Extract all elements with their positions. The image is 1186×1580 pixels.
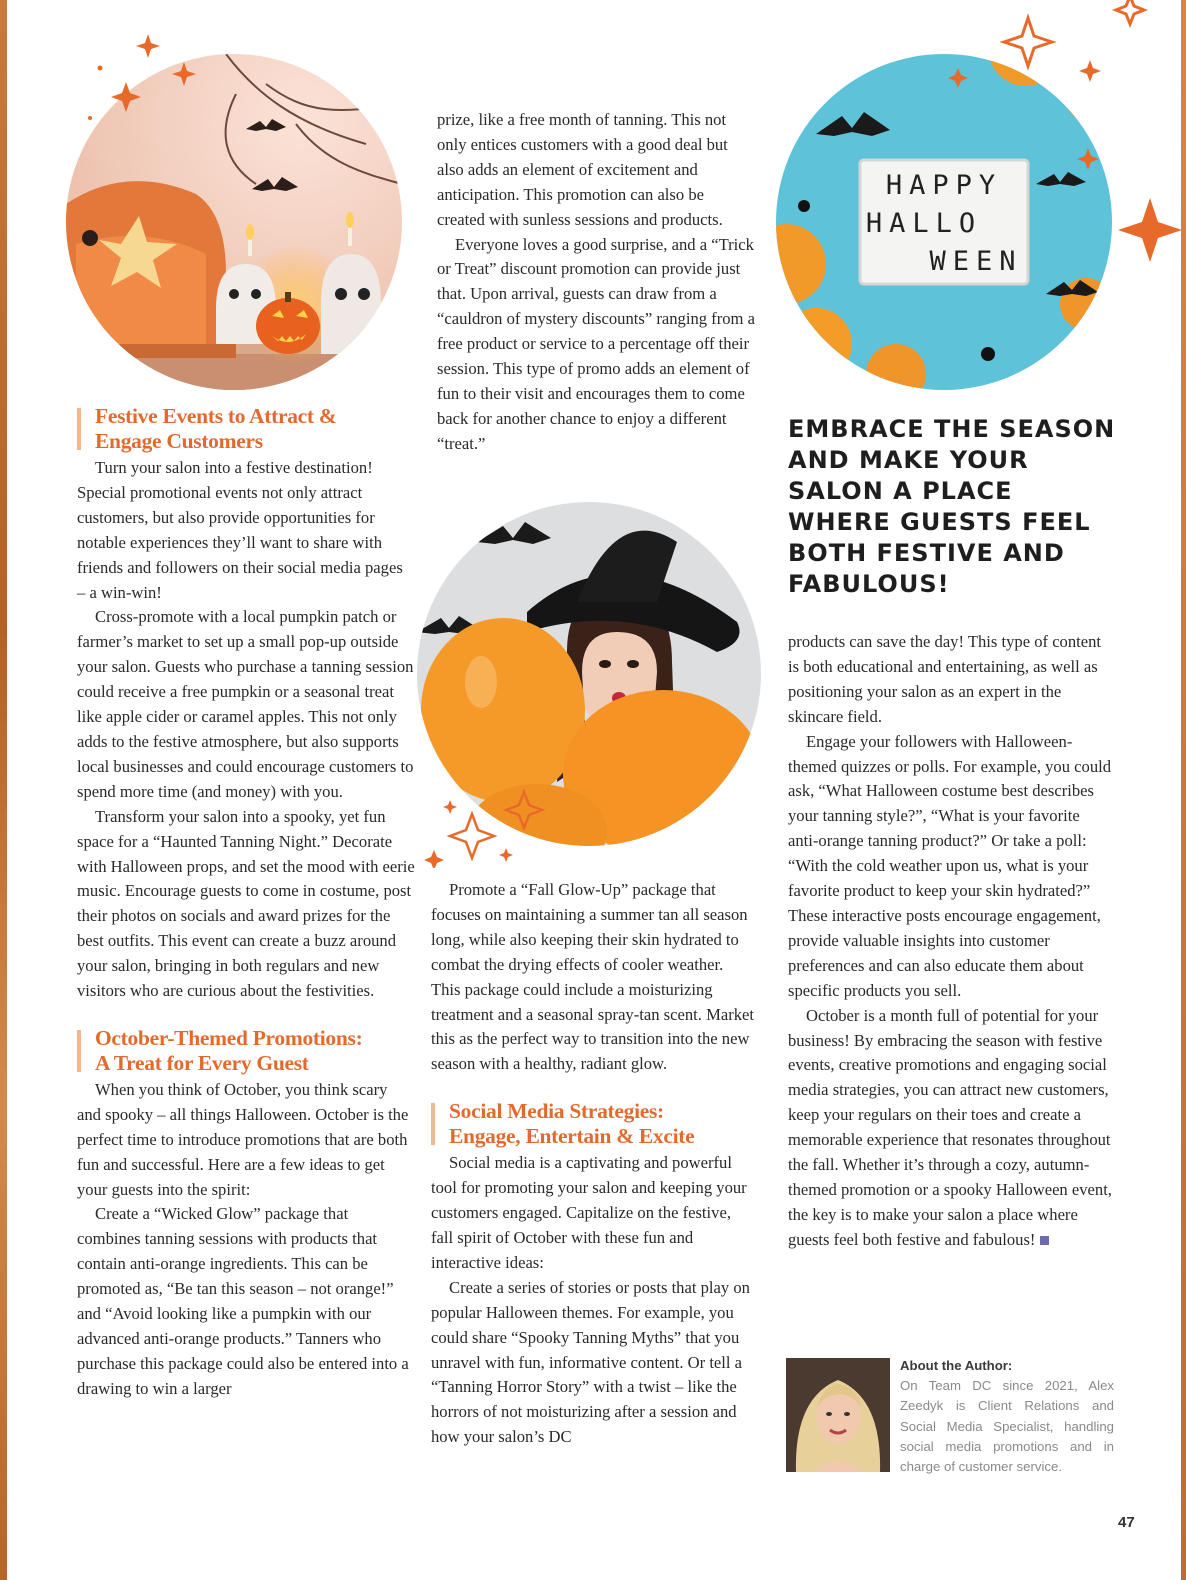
paragraph: Everyone loves a good surprise, and a “Trick or Treat” discount promotion can provide just that. Upon arrival, guests can draw from a “cauldron of mystery discounts” ranging from a free product or service to a percentage off their session. This type of promo adds an element of fun to their visit and encourages them to come back for another chance to enjoy a different “treat.”	[437, 234, 755, 453]
section-heading-festive-events: Festive Events to Attract & Engage Customers	[77, 404, 415, 454]
left-page-edge	[0, 0, 7, 1580]
about-the-author	[786, 1356, 1116, 1474]
sparkle-icon	[80, 30, 210, 130]
lightbox-line-2: HALLO	[865, 208, 983, 239]
sparkle-icon	[940, 0, 1186, 270]
lightbox-line-3: WEEN	[929, 246, 1023, 277]
paragraph-continued: products can save the day! This type of content is both educational and entertaining, as well as positioning your salon as an expert in the skincare field.	[788, 632, 1102, 726]
author-title: About the Author:	[900, 1358, 1013, 1373]
paragraph: Cross-promote with a local pumpkin patch or farmer’s market to set up a small pop-up outside your salon. Guests who purchase a tanning session could receive a free pumpkin or a seasonal treat like apple cider or caramel apples. This not only adds to the festive atmosphere, but also supports local businesses and could encourage customers to spend more time (and money) with you.	[77, 607, 414, 801]
paragraph: Social media is a captivating and powerful tool for promoting your salon and keeping your customers engaged. Capitalize on the festive, fall spirit of October with these fun and interactive ideas:	[431, 1153, 747, 1272]
paragraph: Engage your followers with Halloween-themed quizzes or polls. For example, you could ask, “What Halloween costume best describes your tanning style?”, “What is your favorite anti-orange tanning product?” Or take a poll: “With the cold weather upon us, what is your favorite product to keep your skin hydrated?” These interactive posts encourage engagement, provide valuable insights into customer preferences and can also educate them about specific products you sell.	[788, 731, 1112, 1000]
column-2-top	[437, 108, 755, 457]
paragraph-final: October is a month full of potential for your business! By embracing the season with festive events, creative promotions and engaging social media strategies, you can attract new customers, keep your regulars on their toes and create a memorable experience that resonates throughout the fall. Whether it’s through a cozy, autumn-themed promotion or a spooky Halloween event, the key is to make your salon a place where guests feel both festive and fabulous!	[788, 1005, 1112, 1249]
pull-quote: EMBRACE THE SEASON AND MAKE YOUR SALON A PLACE WHERE GUESTS FEEL BOTH FESTIVE AND FABULOUS!	[788, 415, 1116, 598]
author-bio	[900, 1356, 1114, 1477]
paragraph: When you think of October, you think scary and spooky – all things Halloween. October is the perfect time to introduce promotions that are both fun and successful. Here are a few ideas to get your guests into the spirit:	[77, 1079, 409, 1199]
paragraph: Transform your salon into a spooky, yet fun space for a “Haunted Tanning Night.” Decorate with Halloween props, and set the mood with eerie music. Encourage guests to come in costume, post their photos on socials and award prizes for the best outfits. This event can create a buzz around your salon, bringing in both regulars and new visitors who are curious about the festivities.	[77, 806, 415, 1001]
paragraph: Create a series of stories or posts that play on popular Halloween themes. For example, you could share “Spooky Tanning Myths” that you unravel with fun, informative content. Or tell a “Tanning Horror Story” with a twist – like the horrors of not moisturizing after a session and how your salon’s DC	[431, 1277, 750, 1447]
sparkle-icon	[420, 788, 560, 868]
page-number: 47	[1118, 1514, 1135, 1531]
lightbox-line-1: HAPPY	[885, 170, 1003, 201]
paragraph: Create a “Wicked Glow” package that combines tanning sessions with products that contain anti-orange ingredients. This can be promoted as, “Be tan this season – not orange!” and “Avoid looking like a pumpkin with our advanced anti-orange products.” Tanners who purchase this package could also be entered into a drawing to win a larger	[77, 1204, 409, 1398]
end-mark-icon	[1040, 1236, 1049, 1245]
column-3	[788, 630, 1113, 1253]
column-1	[77, 404, 415, 1402]
paragraph: Turn your salon into a festive destination! Special promotional events not only attract customers, but also provide opportunities for notable experiences they’ll want to share with friends and followers on their social media pages – a win-win!	[77, 458, 403, 602]
paragraph-continued: prize, like a free month of tanning. This not only entices customers with a good deal but also adds an element of excitement and anticipation. This promotion can also be created with sunless sessions and products.	[437, 110, 728, 229]
column-2-bottom	[431, 878, 756, 1450]
paragraph: Promote a “Fall Glow-Up” package that focuses on maintaining a summer tan all season long, while also keeping their skin hydrated to combat the drying effects of cooler weather. This package could include a moisturizing treatment and a seasonal spray-tan scent. Market this as the perfect way to transition into the new season with a healthy, radiant glow.	[431, 880, 754, 1074]
author-photo	[786, 1358, 890, 1472]
author-bio-text: On Team DC since 2021, Alex Zeedyk is Client Relations and Social Media Specialist, handling social media promotions and in charge of customer service.	[900, 1378, 1114, 1475]
section-heading-october-promotions: October-Themed Promotions: A Treat for Every Guest	[77, 1026, 415, 1076]
section-heading-social-media: Social Media Strategies: Engage, Entertain & Excite	[431, 1099, 756, 1149]
